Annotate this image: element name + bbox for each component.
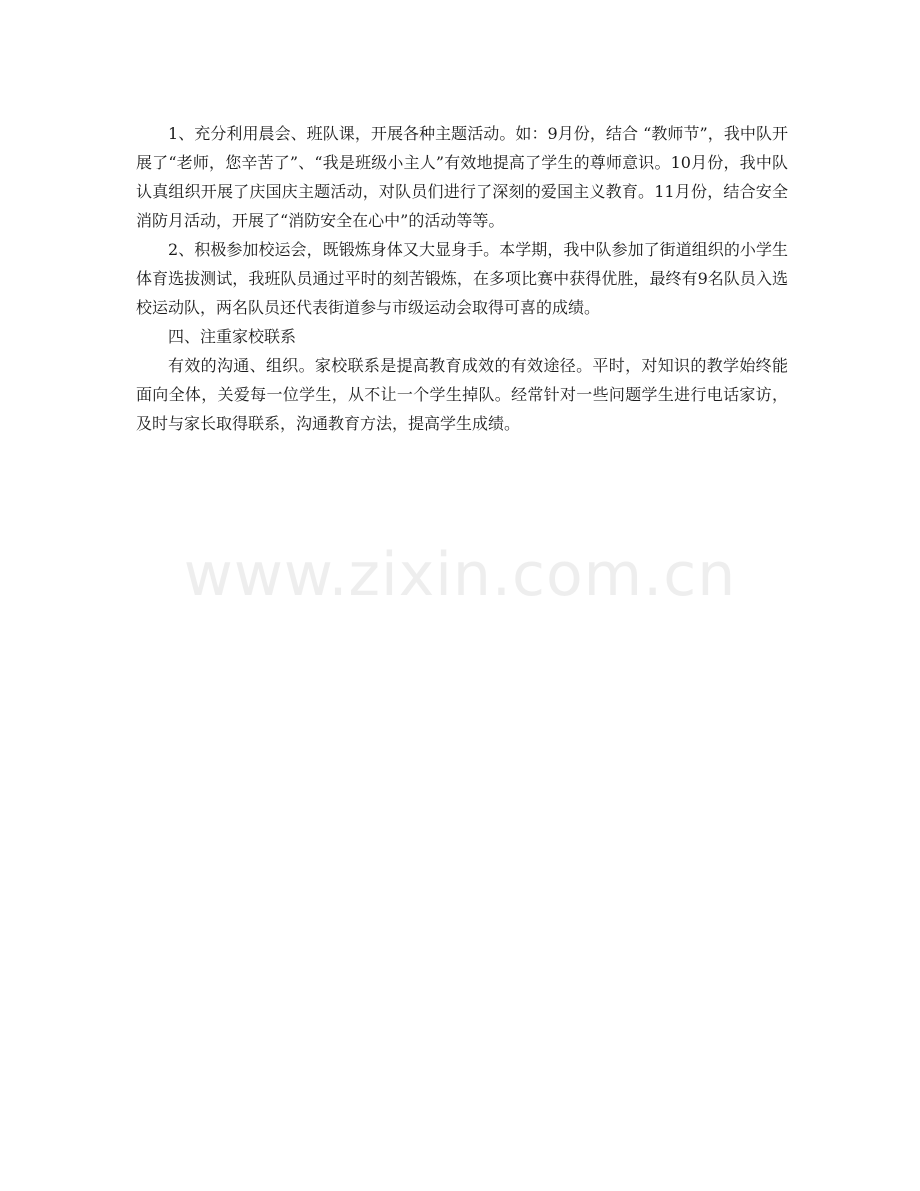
document-body	[136, 119, 788, 438]
paragraph-activities: 1、充分利用晨会、班队课，开展各种主题活动。如：9月份，结合 “教师节”，我中队开展了“老师，您辛苦了”、“我是班级小主人”有效地提高了学生的尊师意识。10月份，我中队认真组织开展了庆国庆主题活动，对队员们进行了深刻的爱国主义教育。11月份，结合安全消防月活动，开展了“消防安全在心中”的活动等等。	[136, 124, 788, 230]
paragraph-home-school: 有效的沟通、组织。家校联系是提高教育成效的有效途径。平时，对知识的教学始终能面向全体，关爱每一位学生，从不让一个学生掉队。经常针对一些问题学生进行电话家访，及时与家长取得联系，沟通教育方法，提高学生成绩。	[136, 356, 788, 433]
paragraph-sports-meet: 2、积极参加校运会，既锻炼身体又大显身手。本学期，我中队参加了街道组织的小学生体育选拔测试，我班队员通过平时的刻苦锻炼，在多项比赛中获得优胜，最终有9名队员入选校运动队，两名队员还代表街道参与市级运动会取得可喜的成绩。	[136, 240, 788, 317]
watermark-text: www.zixin.com.cn	[183, 540, 737, 610]
section-heading-home-school: 四、注重家校联系	[168, 327, 297, 346]
